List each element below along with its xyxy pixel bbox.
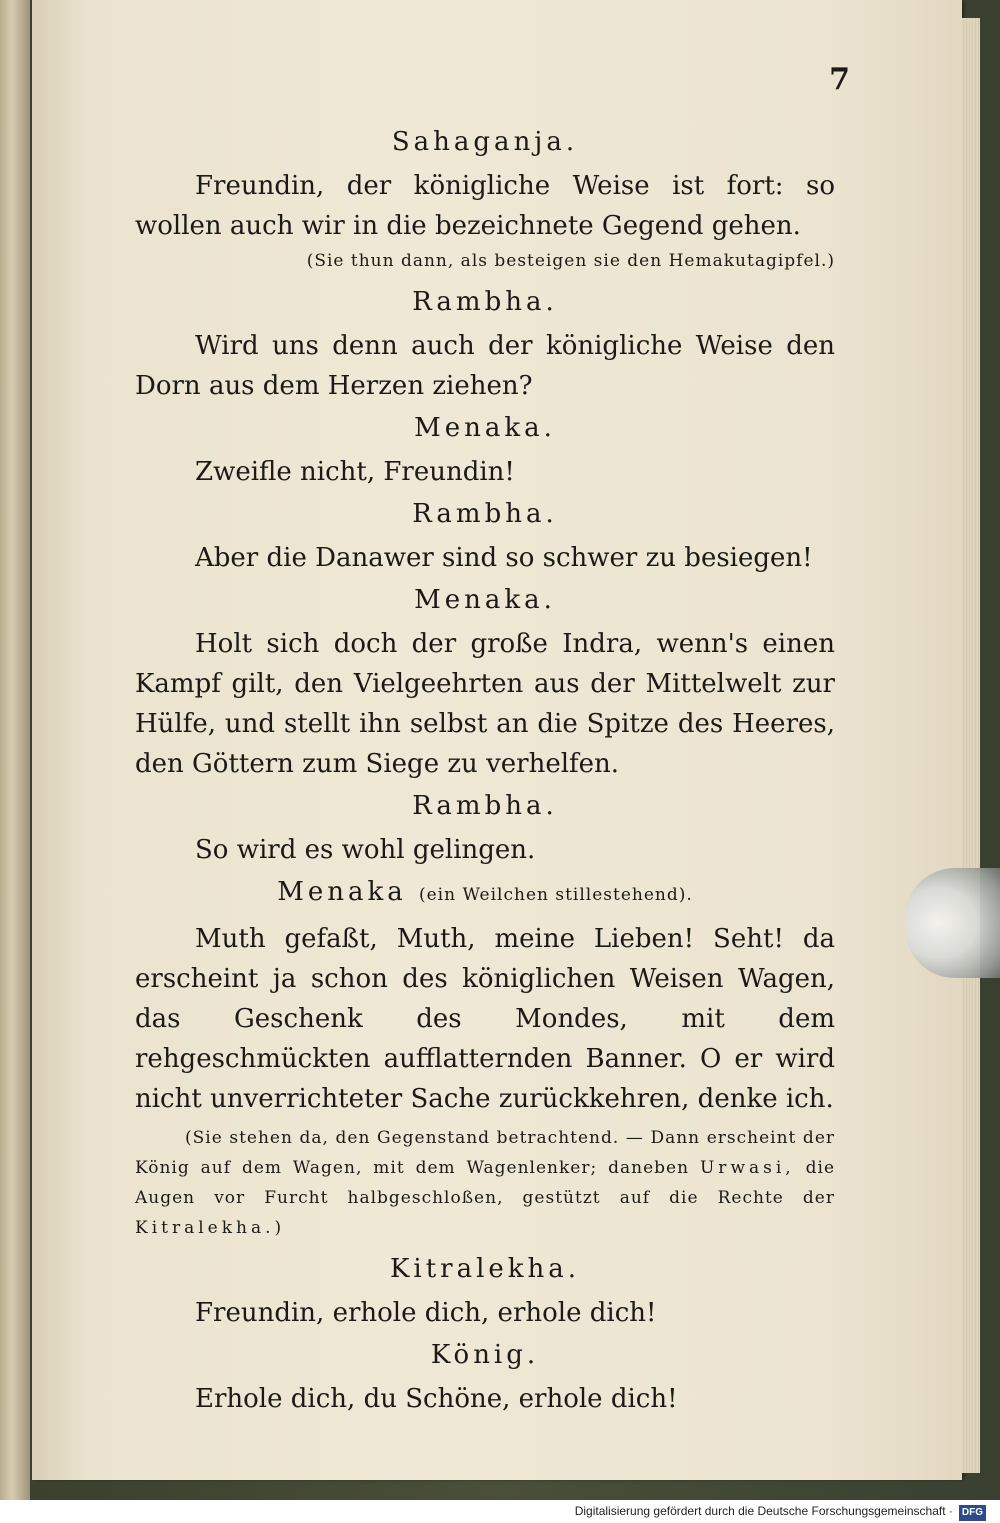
speech-kitralekha: Freundin, erhole dich, erhole dich! [195,1298,657,1328]
dfg-logo: DFG [959,1505,986,1521]
stage-direction-2-part-a: (Sie stehen da, den Gegenstand betrachtend. — Dann erscheint der König auf dem Wagen, mit dem Wagenlenker; daneben [135,1128,835,1178]
speaker-rambha-3: Rambha. [412,791,558,821]
speech-rambha-2: Aber die Danawer sind so schwer zu besiegen! [195,543,813,573]
page-stack-edge [962,18,980,1473]
stage-direction-2 [135,1123,835,1243]
speaker-menaka-3-note: (ein Weilchen stillestehend). [418,885,693,905]
speaker-menaka-2: Menaka. [414,585,556,615]
stage-direction-1: (Sie thun dann, als besteigen sie den Hemakutagipfel.) [306,251,835,271]
speaker-rambha-2: Rambha. [412,499,558,529]
digitization-footer [0,1500,1000,1523]
speaker-menaka-3-line [135,872,835,915]
speech-menaka-1: Zweifle nicht, Freundin! [195,457,515,487]
stage-direction-2-urwasi: Urwasi, [699,1158,795,1178]
page-text [135,120,835,1419]
stage-direction-2-part-c: ) [274,1218,283,1238]
speech-menaka-2: Holt sich doch der große Indra, wenn's einen Kampf gilt, den Vielgeehrten aus der Mittelwelt zur Hülfe, und stellt ihn selbst an die Spitze des Heeres, den Göttern zum Siege zu verhelfen. [135,629,835,779]
speaker-menaka-1: Menaka. [414,413,556,443]
speaker-rambha-1: Rambha. [412,287,558,317]
speech-sahaganja: Freundin, der königliche Weise ist fort: so wollen auch wir in die bezeichnete Gegend gehen. [135,171,835,241]
page-number: 7 [829,62,850,97]
footer-credit: Digitalisierung gefördert durch die Deutsche Forschungsgemeinschaft · [574,1504,953,1518]
stage-direction-2-part-b: die Augen vor Furcht halbgeschloßen, gestützt auf die Rechte der [135,1158,836,1208]
speech-rambha-3: So wird es wohl gelingen. [195,835,536,865]
previous-page-edge [0,0,30,1500]
speech-koenig: Erhole dich, du Schöne, erhole dich! [195,1384,678,1414]
speech-rambha-1: Wird uns denn auch der königliche Weise den Dorn aus dem Herzen ziehen? [135,331,835,401]
speaker-menaka-3: Menaka [277,877,407,907]
speaker-sahaganja: Sahaganja. [391,127,579,157]
speech-menaka-3: Muth gefaßt, Muth, meine Lieben! Seht! da erscheint ja schon des königlichen Weisen Wagen, das Geschenk des Mondes, mit dem rehgeschmückten aufflatternden Banner. O er wird nicht unverrichteter Sache zurückkehren, denke ich. [135,924,835,1114]
speaker-koenig: König. [430,1340,540,1370]
speaker-kitralekha: Kitralekha. [389,1254,581,1284]
stage-direction-2-kitralekha: Kitralekha. [135,1218,275,1238]
page-holder-clip [905,868,1000,978]
